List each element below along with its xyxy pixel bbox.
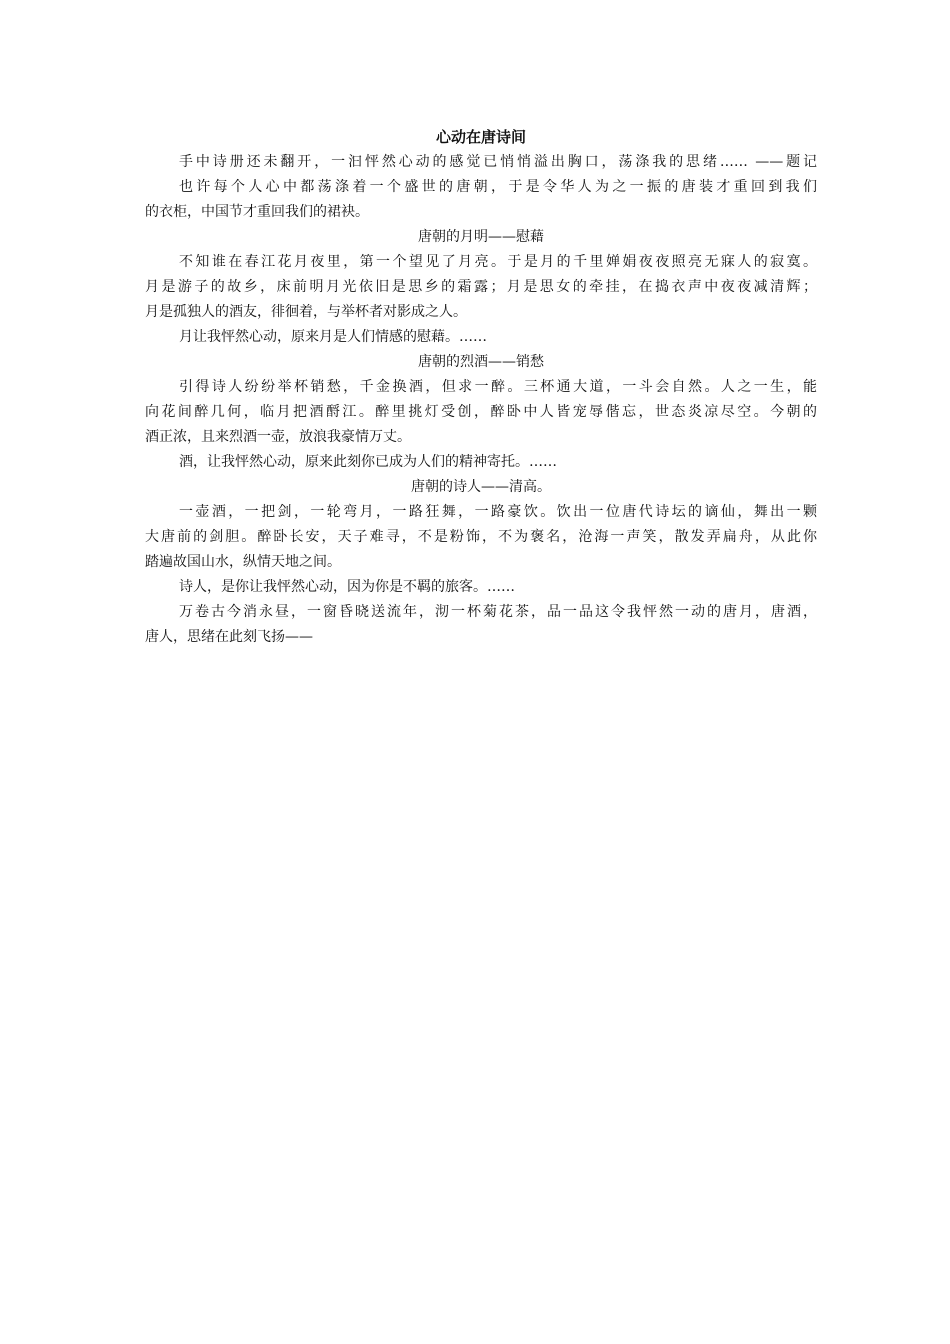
text-line: 大唐前的剑胆。醉卧长安，天子难寻，不是粉饰，不为褒名，沧海一声笑，散发弄扁舟，从此你	[145, 529, 817, 545]
text-line: 月让我怦然心动，原来月是人们情感的慰藉。……	[179, 329, 487, 345]
text-line: 不知谁在春江花月夜里，第一个望见了月亮。于是月的千里婵娟夜夜照亮无寐人的寂寞。	[179, 254, 817, 270]
text-line: 酒，让我怦然心动，原来此刻你已成为人们的精神寄托。……	[179, 454, 557, 470]
text-line: 月是孤独人的酒友，徘徊着，与举杯者对影成之人。	[145, 304, 467, 320]
text-line: 酒正浓，且来烈酒一壶，放浪我豪情万丈。	[145, 429, 411, 445]
document-page	[145, 124, 817, 650]
text-line: 万卷古今消永昼，一窗昏晓送流年，沏一杯菊花茶，品一品这令我怦然一动的唐月，唐酒，	[179, 604, 817, 620]
text-line: 诗人，是你让我怦然心动，因为你是不羁的旅客。……	[179, 579, 515, 595]
text-line: 向花间醉几何，临月把酒酹江。醉里挑灯受创，醉卧中人皆宠辱偕忘，世态炎凉尽空。今朝的	[145, 404, 817, 420]
text-line: 引得诗人纷纷举杯销愁，千金换酒，但求一醉。三杯通大道，一斗会自然。人之一生，能	[179, 379, 817, 395]
text-line: 月是游子的故乡，床前明月光依旧是思乡的霜露；月是思女的牵挂，在捣衣声中夜夜减清辉；	[145, 279, 817, 295]
section-heading: 唐朝的烈酒——销愁	[418, 354, 544, 370]
text-line: 唐人，思绪在此刻飞扬——	[145, 629, 313, 645]
section-heading: 唐朝的月明——慰藉	[418, 229, 544, 245]
section-heading: 唐朝的诗人——清高。	[411, 479, 551, 495]
document-title: 心动在唐诗间	[435, 128, 526, 146]
text-line: 手中诗册还未翻开，一汩怦然心动的感觉已悄悄溢出胸口，荡涤我的思绪…… ——题记	[179, 154, 817, 170]
text-line: 的衣柜，中国节才重回我们的裙袂。	[145, 204, 369, 220]
text-line: 一壶酒，一把剑，一轮弯月，一路狂舞，一路豪饮。饮出一位唐代诗坛的谪仙，舞出一颗	[179, 504, 817, 520]
text-line: 踏遍故国山水，纵情天地之间。	[145, 554, 341, 570]
text-line: 也许每个人心中都荡涤着一个盛世的唐朝，于是令华人为之一振的唐装才重回到我们	[179, 179, 817, 195]
